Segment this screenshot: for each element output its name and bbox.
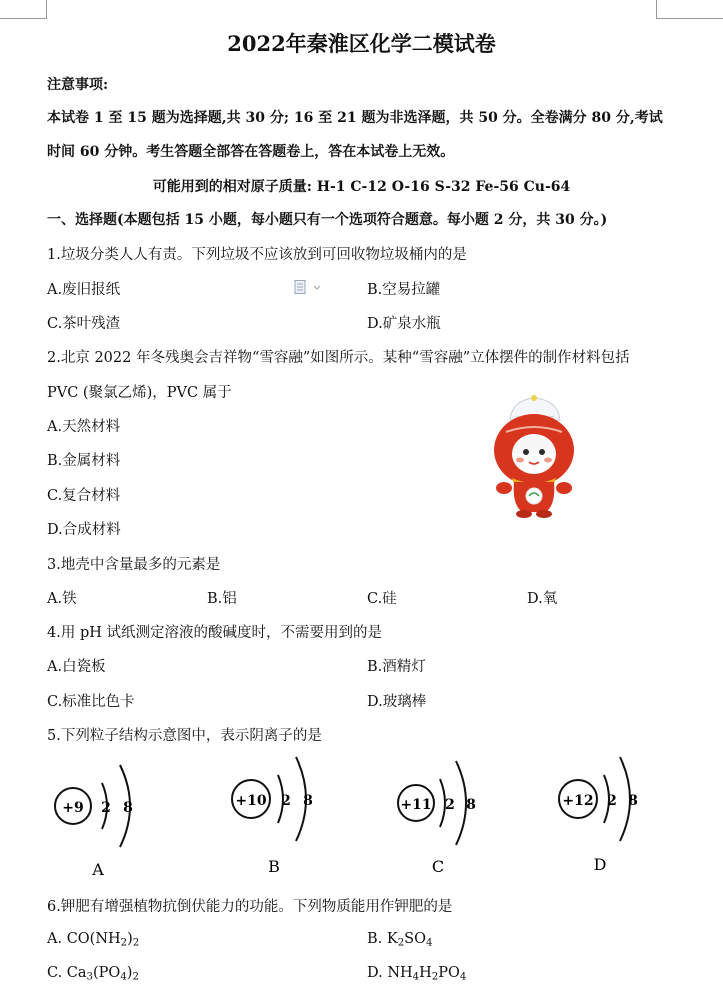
atom-c-nucleus: +11 xyxy=(400,797,432,813)
q6-option-d: D. $NH_4H_2PO_4$ xyxy=(367,965,467,983)
q1-option-b: B.空易拉罐 xyxy=(367,282,441,298)
atom-d-nucleus: +12 xyxy=(562,793,594,809)
q3-option-c: C.硅 xyxy=(367,591,397,607)
atom-a-shell-1: 2 xyxy=(101,800,111,816)
atom-diagram-a xyxy=(55,765,133,879)
question-5-stem: 5.下列粒子结构示意图中，表示阴离子的是 xyxy=(47,728,322,744)
atom-b-shell-2: 8 xyxy=(303,793,313,809)
atom-b-shell-1: 2 xyxy=(281,793,291,809)
q1-option-c: C.茶叶残渣 xyxy=(47,316,121,332)
q4-option-b: B.酒精灯 xyxy=(367,659,426,675)
question-1-stem: 1.垃圾分类人人有责。下列垃圾不应该放到可回收物垃圾桶内的是 xyxy=(47,247,467,263)
q3-option-d: D.氧 xyxy=(527,591,558,607)
atom-d-shell-1: 2 xyxy=(607,793,617,809)
q2-option-d: D.合成材料 xyxy=(47,522,121,538)
document-icon xyxy=(294,280,322,294)
q4-option-d: D.玻璃棒 xyxy=(367,694,427,710)
atom-diagram-c xyxy=(398,761,476,876)
page-corner-mark-left xyxy=(0,0,47,19)
question-3-stem: 3.地壳中含量最多的元素是 xyxy=(47,557,221,573)
atom-c-shell-2: 8 xyxy=(466,797,476,813)
q6-option-b: B. $K_2SO_4$ xyxy=(367,931,433,949)
section-heading: 一、选择题(本题包括 15 小题，每小题只有一个选项符合题意。每小题 2 分，共 30 分。) xyxy=(47,212,608,228)
notice-line-2: 时间 60 分钟。考生答题全部答在答题卷上，答在本试卷上无效。 xyxy=(47,144,455,160)
atom-diagram-d xyxy=(559,757,638,874)
atomic-masses: 可能用到的相对原子质量: H-1 C-12 O-16 S-32 Fe-56 Cu-64 xyxy=(152,179,571,195)
mascot-image xyxy=(482,392,586,522)
q2-option-a: A.天然材料 xyxy=(47,419,121,435)
page-corner-mark-right xyxy=(656,0,723,19)
question-6-stem: 6.钾肥有增强植物抗倒伏能力的功能。下列物质能用作钾肥的是 xyxy=(47,899,453,915)
atom-d-shell-2: 8 xyxy=(628,793,638,809)
q3-option-a: A.铁 xyxy=(47,591,77,607)
atom-c-label: C xyxy=(431,857,445,876)
particle-structure-diagrams xyxy=(40,755,700,880)
atom-c-shell-1: 2 xyxy=(445,797,455,813)
atom-b-label: B xyxy=(268,857,280,876)
q6-option-a: A. $CO(NH_2)_2$ xyxy=(47,931,140,949)
q1-option-a: A.废旧报纸 xyxy=(47,282,121,298)
q1-option-d: D.矿泉水瓶 xyxy=(367,316,441,332)
notice-heading: 注意事项: xyxy=(47,77,109,93)
page-title: 2022年秦淮区化学二模试卷 xyxy=(227,31,496,56)
atom-a-label: A xyxy=(92,860,104,879)
question-4-stem: 4.用 pH 试纸测定溶液的酸碱度时，不需要用到的是 xyxy=(47,625,382,641)
notice-line-1: 本试卷 1 至 15 题为选择题,共 30 分; 16 至 21 题为非选泽题，共 50 分。全卷满分 80 分,考试 xyxy=(47,110,663,126)
q2-option-c: C.复合材料 xyxy=(47,488,121,504)
q6-option-c: C. $Ca_3(PO_4)_2$ xyxy=(47,965,139,983)
atom-d-label: D xyxy=(593,855,607,874)
q4-option-c: C.标准比色卡 xyxy=(47,694,135,710)
q2-option-b: B.金属材料 xyxy=(47,453,121,469)
q4-option-a: A.白瓷板 xyxy=(47,659,106,675)
atom-a-shell-2: 8 xyxy=(123,800,133,816)
atom-a-nucleus: +9 xyxy=(62,800,84,816)
question-2-stem-line-2: PVC (聚氯乙烯)，PVC 属于 xyxy=(47,385,232,401)
question-2-stem-line-1: 2.北京 2022 年冬残奥会吉祥物“雪容融”如图所示。某种“雪容融”立体摆件的制作材料包括 xyxy=(47,350,630,366)
atom-diagram-b xyxy=(232,757,313,876)
atom-b-nucleus: +10 xyxy=(235,793,267,809)
q3-option-b: B.铝 xyxy=(207,591,237,607)
